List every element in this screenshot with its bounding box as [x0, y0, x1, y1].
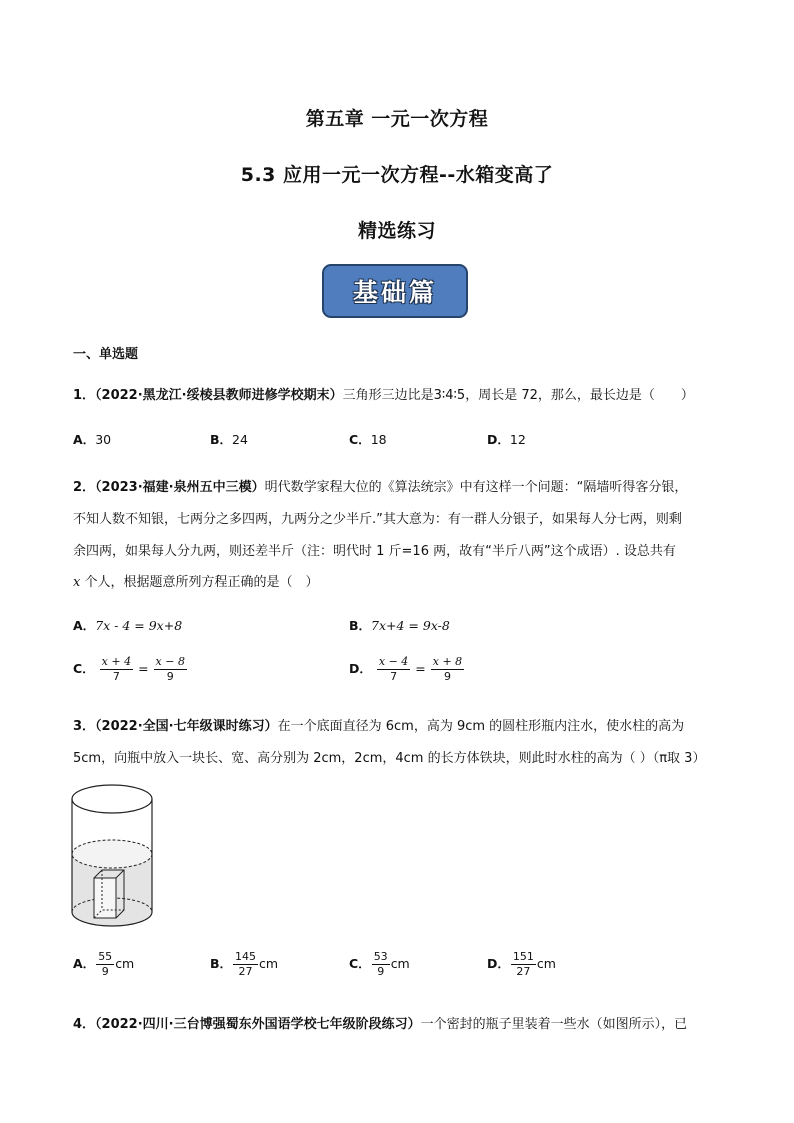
q3-option-b[interactable]: B． $\frac{145}{27}$ cm	[210, 950, 279, 978]
question-number: 2．	[73, 480, 96, 495]
q3-option-c[interactable]: C． $\frac{53}{9}$ cm	[349, 950, 410, 978]
question-number: 4．	[73, 1017, 96, 1032]
question-source: （2022·四川·三台博强蜀东外国语学校七年级阶段练习）	[95, 1017, 421, 1032]
question-2-line-4: x 个人，根据题意所列方程正确的是（ ）	[73, 575, 319, 590]
fraction: $\frac{55}{9}$	[98, 950, 113, 978]
q1-option-c[interactable]: C．18	[349, 432, 387, 447]
question-2-line-1: 2．（2023·福建·泉州五中三模）明代数学家程大位的《算法统宗》中有这样一个问题：“隔墙听得客分银，	[73, 480, 688, 495]
subtitle: 精选练习	[357, 220, 436, 242]
q2-option-a[interactable]: A．7x - 4 = 9x+8	[73, 618, 183, 633]
question-2-line-3: 余四两，如果每人分九两，则还差半斤（注：明代时 1 斤=16 两，故有“半斤八两”这个成语）. 设总共有	[73, 544, 676, 559]
basic-level-badge	[322, 264, 468, 318]
question-4: 4．（2022·四川·三台博强蜀东外国语学校七年级阶段练习）一个密封的瓶子里装着一些水（如图所示），已	[73, 1017, 688, 1032]
q1-option-a[interactable]: A．30	[73, 432, 112, 447]
question-3-line-1: 3．（2022·全国·七年级课时练习）在一个底面直径为 6cm，高为 9cm 的圆柱形瓶内注水，使水柱的高为	[73, 719, 685, 734]
cylinder-top	[72, 785, 152, 813]
question-3-line-2: 5cm，向瓶中放入一块长、宽、高分别为 2cm，2cm，4cm 的长方体铁块，则此时水柱的高为（ ）（π取 3）	[73, 751, 706, 766]
q2-option-c[interactable]: C． $\frac{x + 4}{7}$ = $\frac{x - 8}{9}$	[73, 655, 185, 683]
fraction: $\frac{x - 8}{9}$	[155, 655, 185, 683]
question-source: （2022·黑龙江·绥棱县教师进修学校期末）	[95, 388, 343, 403]
question-text: 三角形三边比是3∶4∶5，周长是 72，那么，最长边是（ ）	[342, 388, 694, 403]
lesson-title: 5.3 应用一元一次方程--水箱变高了	[240, 164, 554, 186]
cylinder-figure	[70, 782, 154, 932]
q1-option-d[interactable]: D．12	[487, 432, 526, 447]
fraction: $\frac{151}{27}$	[512, 950, 534, 978]
question-number: 1．	[73, 388, 96, 403]
question-1	[73, 384, 694, 403]
question-number: 3．	[73, 719, 96, 734]
question-source: （2023·福建·泉州五中三模）	[95, 480, 265, 495]
q3-option-d[interactable]: D． $\frac{151}{27}$ cm	[487, 950, 556, 978]
fraction: $\frac{145}{27}$	[235, 950, 257, 978]
fraction: $\frac{53}{9}$	[373, 950, 388, 978]
question-2-line-2: 不知人数不知银，七两分之多四两，九两分之少半斤.”其大意为：有一群人分银子，如果每人分七两，则剩	[73, 512, 682, 527]
chapter-title: 第五章 一元一次方程	[305, 108, 489, 130]
section-heading: 一、单选题	[73, 347, 139, 362]
badge-label: 基础篇	[352, 278, 437, 307]
fraction: $\frac{x + 4}{7}$	[101, 655, 132, 683]
fraction: $\frac{x - 4}{7}$	[378, 655, 409, 683]
q3-option-a[interactable]: A． $\frac{55}{9}$ cm	[73, 950, 135, 978]
question-source: （2022·全国·七年级课时练习）	[95, 719, 278, 734]
q1-option-b[interactable]: B．24	[210, 432, 248, 447]
water-surface	[72, 840, 152, 868]
fraction: $\frac{x + 8}{9}$	[432, 655, 463, 683]
q2-option-d[interactable]: D． $\frac{x - 4}{7}$ = $\frac{x + 8}{9}$	[349, 655, 463, 683]
q2-option-b[interactable]: B．7x+4 = 9x-8	[349, 618, 450, 633]
